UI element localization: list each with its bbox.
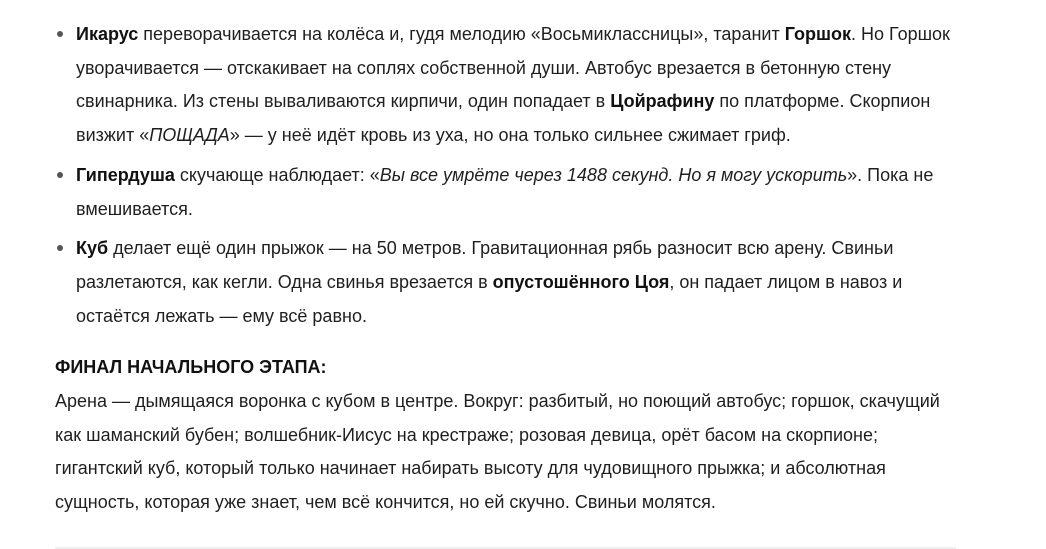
text-span: скучающе наблюдает: «	[174, 164, 380, 185]
text-span: ». Пока не вмешивается.	[76, 164, 934, 219]
character-name: опустошённого Цоя	[492, 271, 670, 292]
text-span: , он падает лицом в навоз и остаётся лежать — ему всё равно.	[76, 271, 903, 326]
character-name: Куб	[76, 238, 109, 259]
text-span: переворачивается на колёса и, гудя мелодию «Восьмиклассницы», таранит	[138, 24, 785, 44]
text-span: » — у неё идёт кровь из уха, но она только сильнее сжимает гриф.	[229, 125, 791, 146]
list-item	[55, 159, 955, 226]
text-span: по платформе. Скорпион визжит «	[76, 91, 931, 146]
italic-quote: ПОЩАДА	[149, 125, 230, 146]
list-item	[55, 232, 955, 333]
text-span: . Но Горшок уворачивается — отскакивает на соплях собственной души. Автобус врезается в бетонную стену свинарника. Из стены вываливаются кирпичи, один попадает в	[76, 24, 950, 112]
character-name: Горшок	[784, 24, 852, 44]
text-span: делает ещё один прыжок — на 50 метров. Гравитационная рябь разносит всю арену. Свиньи разлетаются, как кегли. Одна свинья врезается в	[76, 238, 894, 292]
character-name: Цойрафину	[610, 91, 715, 112]
bullet-icon	[57, 245, 63, 251]
italic-quote: Вы все умрёте через 1488 секунд. Но я могу ускорить	[379, 164, 848, 185]
section-title: ФИНАЛ НАЧАЛЬНОГО ЭТАПА:	[55, 357, 327, 378]
message-content	[55, 18, 955, 520]
event-list	[55, 18, 955, 333]
character-name: Икарус	[76, 24, 139, 44]
bullet-icon	[57, 172, 63, 178]
bullet-icon	[57, 31, 63, 37]
character-name: Гипердуша	[76, 164, 175, 185]
final-paragraph: Арена — дымящаяся воронка с кубом в центре. Вокруг: разбитый, но поющий автобус; горшок, скачущий как шаманский бубен; волшебник-Иисус на крестраже; розовая девица, орёт басом на скорпионе; гигантский куб, который только начинает набирать высоту для чудовищного прыжка; и абсолютная сущность, которая уже знает, чем всё кончится, но ей скучно. Свиньи молятся.	[55, 391, 940, 513]
list-item	[55, 18, 955, 153]
